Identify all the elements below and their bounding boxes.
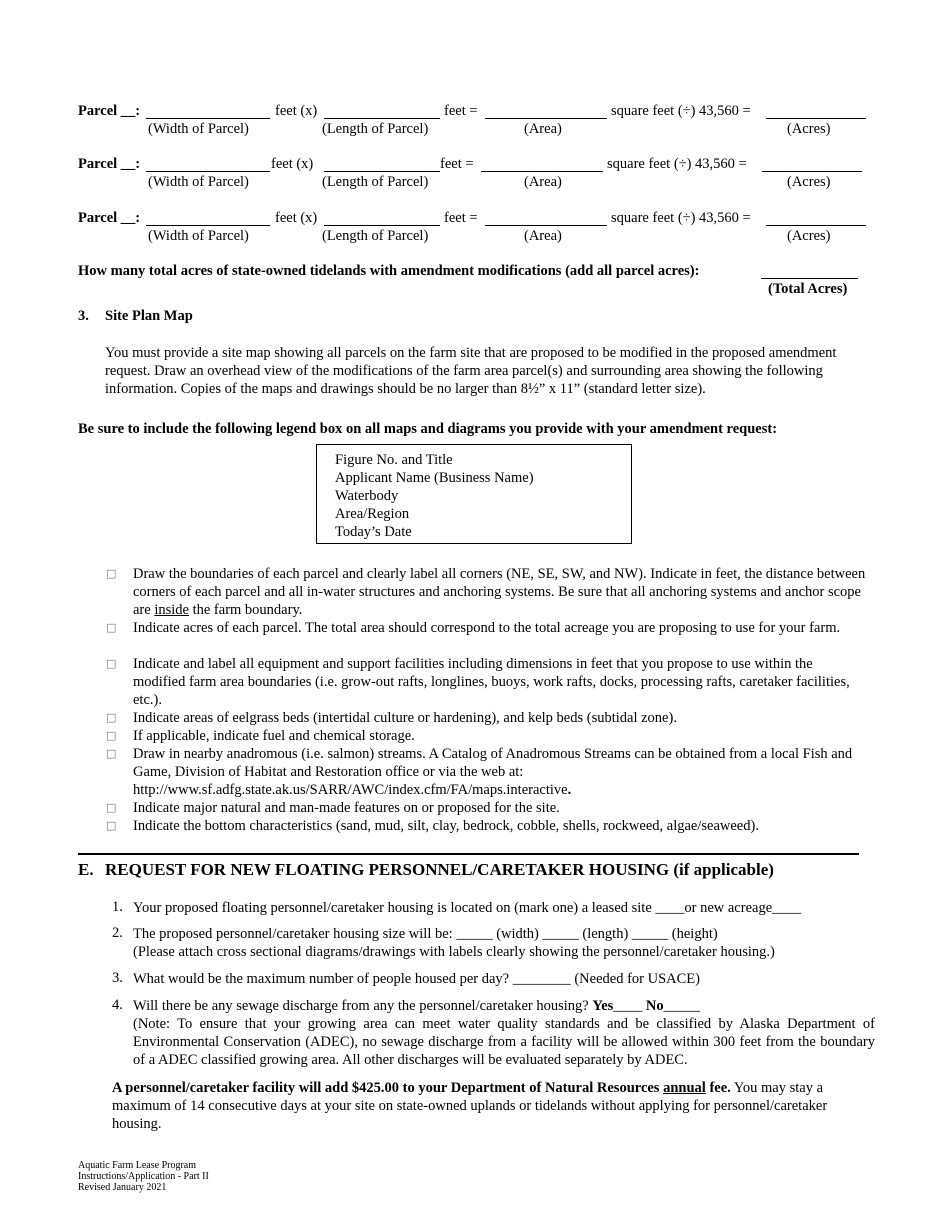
checkbox-icon[interactable]: □ — [106, 657, 117, 670]
length-field[interactable] — [324, 104, 440, 119]
width-field[interactable] — [146, 157, 270, 172]
width-caption: (Width of Parcel) — [148, 121, 249, 137]
area-field[interactable] — [485, 211, 607, 226]
legend-item: Today’s Date — [335, 524, 412, 540]
section-divider — [78, 853, 859, 855]
acres-caption: (Acres) — [787, 121, 831, 137]
legend-box — [316, 444, 632, 544]
area-field[interactable] — [481, 157, 603, 172]
area-caption: (Area) — [524, 174, 562, 190]
footer — [78, 1160, 209, 1193]
feet-equals-text: feet = — [440, 156, 474, 172]
checklist-item: Indicate the bottom characteristics (sand, mud, silt, clay, bedrock, cobble, shells, rockweed, algae/seaweed). — [133, 818, 759, 834]
width-field[interactable] — [146, 104, 270, 119]
total-acres-field[interactable] — [761, 264, 858, 279]
feet-times-text: feet (x) — [271, 156, 314, 172]
legend-item: Waterbody — [335, 488, 399, 504]
acres-caption: (Acres) — [787, 174, 831, 190]
square-feet-text: square feet (÷) 43,560 = — [611, 210, 751, 226]
checkbox-icon[interactable]: □ — [106, 621, 117, 634]
length-field[interactable] — [324, 157, 440, 172]
checklist-item: Indicate areas of eelgrass beds (intertidal culture or hardening), and kelp beds (subtidal zone). — [133, 710, 677, 726]
feet-equals-text: feet = — [444, 210, 478, 226]
footer-line: Instructions/Application - Part II — [78, 1171, 209, 1182]
footer-line: Revised January 2021 — [78, 1182, 167, 1193]
question-4-note: (Note: To ensure that your growing area can meet water quality standards and be classified by Alaska Department of Environmental Conservation (ADEC), no sewage discharge from a facility will be allowed within 300 feet from the boundary of a ADEC classified growing area. All other discharges will be evaluated separately by ADEC. — [133, 1016, 875, 1068]
question-number: 3. — [112, 970, 123, 986]
checkbox-icon[interactable]: □ — [106, 729, 117, 742]
length-caption: (Length of Parcel) — [322, 121, 429, 137]
total-acres-question: How many total acres of state-owned tidelands with amendment modifications (add all parcel acres): — [78, 263, 700, 279]
checklist-item: Indicate and label all equipment and support facilities including dimensions in feet that you propose to use within the modified farm area boundaries (i.e. grow-out rafts, longlines, buoys, work rafts, docks, processing rafts, caretaker facilities, etc.). — [133, 656, 850, 708]
length-field[interactable] — [324, 211, 440, 226]
fee-note: A personnel/caretaker facility will add $425.00 to your Department of Natural Resources annual fee. You may stay a maximum of 14 consecutive days at your site on state-owned uplands or tidelands without applying for personnel/caretaker housing. — [112, 1080, 828, 1132]
checklist-item: Indicate major natural and man-made features on or proposed for the site. — [133, 800, 560, 816]
question-number: 2. — [112, 925, 123, 941]
length-caption: (Length of Parcel) — [322, 228, 429, 244]
parcel-label: Parcel __: — [78, 210, 141, 226]
checkbox-icon[interactable]: □ — [106, 711, 117, 724]
legend-instruction: Be sure to include the following legend box on all maps and diagrams you provide with your amendment request: — [78, 421, 778, 437]
question-4: Will there be any sewage discharge from any the personnel/caretaker housing? Yes____ No_____ — [133, 998, 700, 1014]
question-2: The proposed personnel/caretaker housing size will be: _____ (width) _____ (length) _____ (height) (Please attach cross sectional diagrams/drawings with labels clearly showing the personnel/caretaker housing.) — [133, 926, 775, 960]
footer-line: Aquatic Farm Lease Program — [78, 1160, 197, 1171]
feet-times-text: feet (x) — [275, 103, 318, 119]
yes-option[interactable]: Yes — [592, 998, 614, 1014]
acres-field[interactable] — [762, 157, 862, 172]
checklist-item: Draw the boundaries of each parcel and clearly label all corners (NE, SE, SW, and NW). Indicate in feet, the distance between corners of each parcel and all in-water structures and anchoring systems. Be sure that all anchoring systems and anchor scope are inside the farm boundary. — [133, 566, 866, 618]
section-number: 3. — [78, 308, 89, 324]
acres-field[interactable] — [766, 211, 866, 226]
square-feet-text: square feet (÷) 43,560 = — [611, 103, 751, 119]
question-1: Your proposed floating personnel/caretaker housing is located on (mark one) a leased site ____or new acreage____ — [133, 900, 802, 916]
section-heading: Site Plan Map — [105, 308, 193, 324]
legend-item: Area/Region — [335, 506, 410, 522]
acres-field[interactable] — [766, 104, 866, 119]
checklist-item: If applicable, indicate fuel and chemical storage. — [133, 728, 415, 744]
width-caption: (Width of Parcel) — [148, 174, 249, 190]
checkbox-icon[interactable]: □ — [106, 819, 117, 832]
feet-equals-text: feet = — [444, 103, 478, 119]
area-caption: (Area) — [524, 121, 562, 137]
length-caption: (Length of Parcel) — [322, 174, 429, 190]
area-field[interactable] — [485, 104, 607, 119]
acres-caption: (Acres) — [787, 228, 831, 244]
legend-item: Figure No. and Title — [335, 452, 453, 468]
section-title: REQUEST FOR NEW FLOATING PERSONNEL/CARETAKER HOUSING (if applicable) — [105, 860, 774, 879]
checklist-item: Draw in nearby anadromous (i.e. salmon) streams. A Catalog of Anadromous Streams can be obtained from a local Fish and Game, Division of Habitat and Restoration office or via the web at: http://www.sf.adfg.state.ak.us/SARR/AWC/index.cfm/FA/maps.interactive. — [133, 746, 853, 798]
site-plan-paragraph: You must provide a site map showing all parcels on the farm site that are proposed to be modified in the proposed amendment request. Draw an overhead view of the modifications of the farm area parcel(s) and surrounding area showing the following information. Copies of the maps and drawings should be no larger than 8½” x 11” (standard letter size). — [105, 345, 837, 397]
area-caption: (Area) — [524, 228, 562, 244]
width-field[interactable] — [146, 211, 270, 226]
no-option[interactable]: No — [645, 998, 664, 1014]
feet-times-text: feet (x) — [275, 210, 318, 226]
parcel-label: Parcel __: — [78, 103, 141, 119]
parcel-label: Parcel __: — [78, 156, 141, 172]
question-number: 1. — [112, 899, 123, 915]
checkbox-icon[interactable]: □ — [106, 567, 117, 580]
legend-item: Applicant Name (Business Name) — [335, 470, 534, 486]
anadromous-streams-link[interactable]: http://www.sf.adfg.state.ak.us/SARR/AWC/index.cfm/FA/maps.interactive — [133, 782, 568, 798]
total-acres-caption: (Total Acres) — [768, 281, 848, 297]
section-letter: E. — [78, 860, 94, 879]
checkbox-icon[interactable]: □ — [106, 801, 117, 814]
square-feet-text: square feet (÷) 43,560 = — [607, 156, 747, 172]
checklist-item: Indicate acres of each parcel. The total area should correspond to the total acreage you are proposing to use for your farm. — [133, 620, 841, 636]
question-number: 4. — [112, 997, 123, 1013]
width-caption: (Width of Parcel) — [148, 228, 249, 244]
checkbox-icon[interactable]: □ — [106, 747, 117, 760]
question-3: What would be the maximum number of people housed per day? ________ (Needed for USACE) — [133, 971, 700, 987]
